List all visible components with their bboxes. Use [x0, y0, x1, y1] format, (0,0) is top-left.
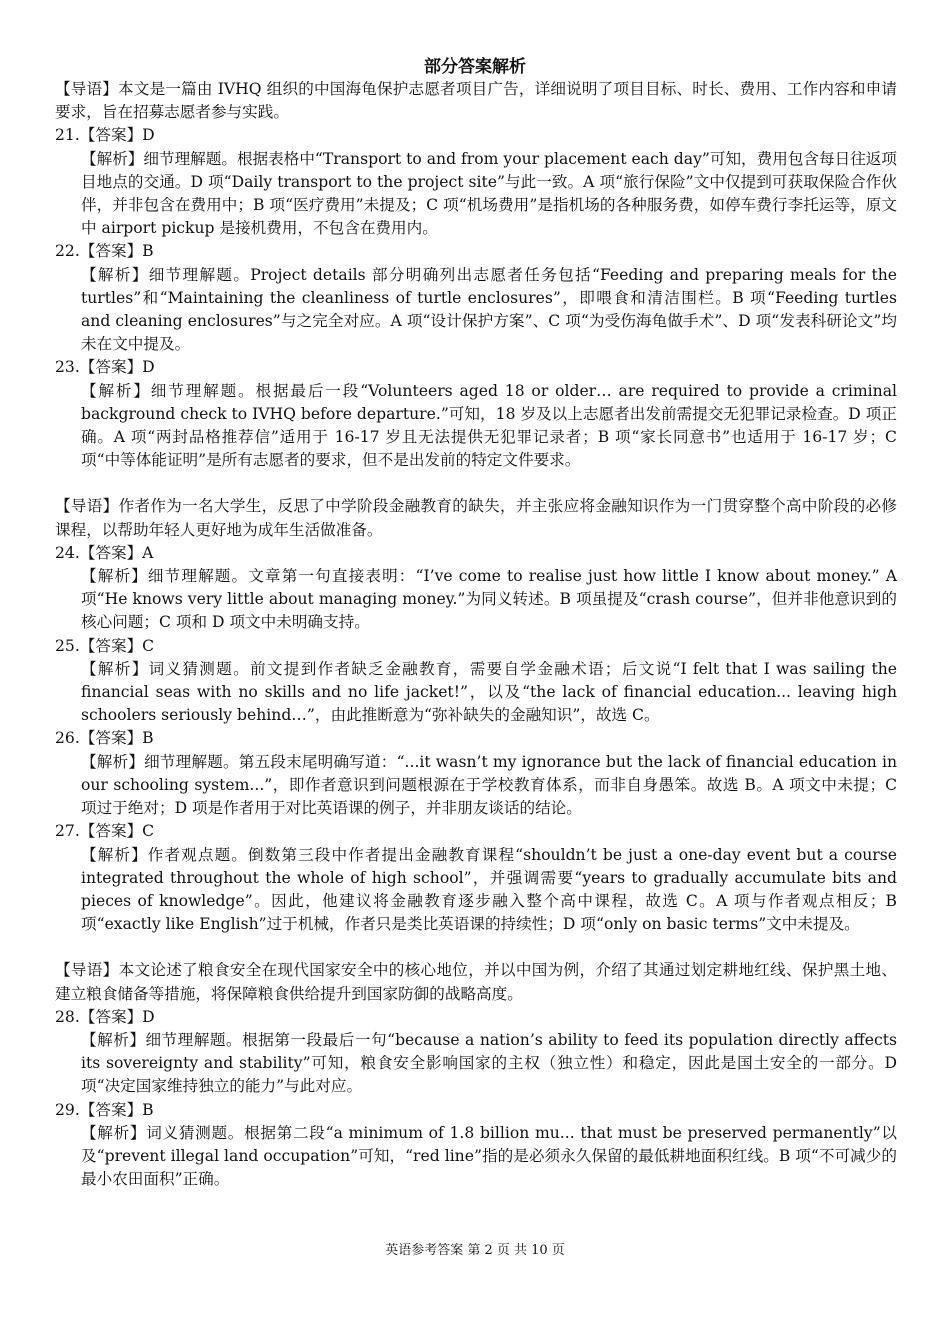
- question-analysis: 【解析】细节理解题。Project details 部分明确列出志愿者任务包括“Feeding and preparing meals for the turtles”和“Maintaining the cleanliness of turtle enclosures”，即喂食和清洁围栏。B 项“Feeding turtles and cleaning enclosures”与之完全对应。A 项“设计保护方案”、C 项“为受伤海龟做手术”、D 项“发表科研论文”均未在文中提及。: [81, 265, 897, 354]
- question-answer: 22.【答案】B: [55, 242, 154, 261]
- question-analysis: 【解析】作者观点题。倒数第三段中作者提出金融教育课程“shouldn’t be just a one-day event but a course integrated throughout the whole of high school”，并强调需要“years to gradually accumulate bits and pieces of knowledge”。因此，他建议将金融教育逐步融入整个高中课程，故选 C。A 项与作者观点相反；B 项“exactly like English”过于机械，作者只是类比英语课的持续性；D 项“only on basic terms”文中未提及。: [81, 845, 897, 934]
- question-answer: 24.【答案】A: [55, 543, 154, 562]
- question-answer: 26.【答案】B: [55, 729, 154, 748]
- question-answer: 21.【答案】D: [55, 126, 155, 145]
- section-intro: 【导语】本文论述了粮食安全在现代国家安全中的核心地位，并以中国为例，介绍了其通过划定耕地红线、保护黑土地、建立粮食储备等措施，将保障粮食供给提升到国家防御的战略高度。: [55, 961, 897, 1003]
- question-analysis: 【解析】词义猜测题。前文提到作者缺乏金融教育，需要自学金融术语；后文说“I felt that I was sailing the financial seas with no skills and no life jacket!”，以及“the lack of financial education... leaving high schoolers seriously behind…”，由此推断意为“弥补缺失的金融知识”，故选 C。: [81, 659, 897, 725]
- question-answer: 23.【答案】D: [55, 358, 155, 377]
- question-analysis: 【解析】细节理解题。根据最后一段“Volunteers aged 18 or older… are required to provide a criminal background check to IVHQ before departure.”可知，18 岁及以上志愿者出发前需提交无犯罪记录检查。D 项正确。A 项“两封品格推荐信”适用于 16-17 岁且无法提供无犯罪记录者；B 项“家长同意书”也适用于 16-17 岁；C 项“中等体能证明”是所有志愿者的要求，但不是出发前的特定文件要求。: [81, 381, 897, 470]
- question-answer: 29.【答案】B: [55, 1100, 154, 1119]
- question-answer: 25.【答案】C: [55, 636, 155, 655]
- question-answer: 27.【答案】C: [55, 822, 155, 841]
- section-intro: 【导语】作者作为一名大学生，反思了中学阶段金融教育的缺失，并主张应将金融知识作为一门贯穿整个高中阶段的必修课程，以帮助年轻人更好地为成年生活做准备。: [55, 497, 897, 539]
- page-title: 部分答案解析: [424, 57, 526, 77]
- question-analysis: 【解析】词义猜测题。根据第二段“a minimum of 1.8 billion mu... that must be preserved permanently”以及“prevent illegal land occupation”可知，“red line”指的是必须永久保留的最低耕地面积红线。B 项“不可减少的最小农田面积”正确。: [81, 1123, 897, 1189]
- section-spacer: [55, 472, 897, 495]
- question-analysis: 【解析】细节理解题。根据表格中“Transport to and from your placement each day”可知，费用包含每日往返项目地点的交通。D 项“Daily transport to the project site”与此一致。A 项“旅行保险”文中仅提到可获取保险合作伙伴，并非包含在费用中；B 项“医疗费用”未提及；C 项“机场费用”是指机场的各种服务费，如停车费行李托运等，原文中 airport pickup 是接机费用，不包含在费用内。: [81, 149, 897, 238]
- section-spacer: [55, 936, 897, 959]
- question-answer: 28.【答案】D: [55, 1007, 155, 1026]
- question-analysis: 【解析】细节理解题。第五段末尾明确写道：“...it wasn’t my ignorance but the lack of financial education in our schooling system...”，即作者意识到问题根源在于学校教育体系，而非自身愚笨。故选 B。A 项文中未提；C 项过于绝对；D 项是作者用于对比英语课的例子，并非朋友谈话的结论。: [81, 752, 897, 818]
- answer-content: [55, 78, 897, 1191]
- section-intro: 【导语】本文是一篇由 IVHQ 组织的中国海龟保护志愿者项目广告，详细说明了项目目标、时长、费用、工作内容和申请要求，旨在招募志愿者参与实践。: [55, 80, 897, 122]
- question-analysis: 【解析】细节理解题。根据第一段最后一句“because a nation’s ability to feed its population directly affects its sovereignty and stability”可知，粮食安全影响国家的主权（独立性）和稳定，因此是国土安全的一部分。D 项“决定国家维持独立的能力”与此对应。: [81, 1030, 897, 1096]
- question-analysis: 【解析】细节理解题。文章第一句直接表明：“I’ve come to realise just how little I know about money.” A 项“He knows very little about managing money.”为同义转述。B 项虽提及“crash course”，但并非他意识到的核心问题；C 项和 D 项文中未明确支持。: [81, 567, 897, 632]
- page-footer: 英语参考答案 第 2 页 共 10 页: [385, 1243, 565, 1258]
